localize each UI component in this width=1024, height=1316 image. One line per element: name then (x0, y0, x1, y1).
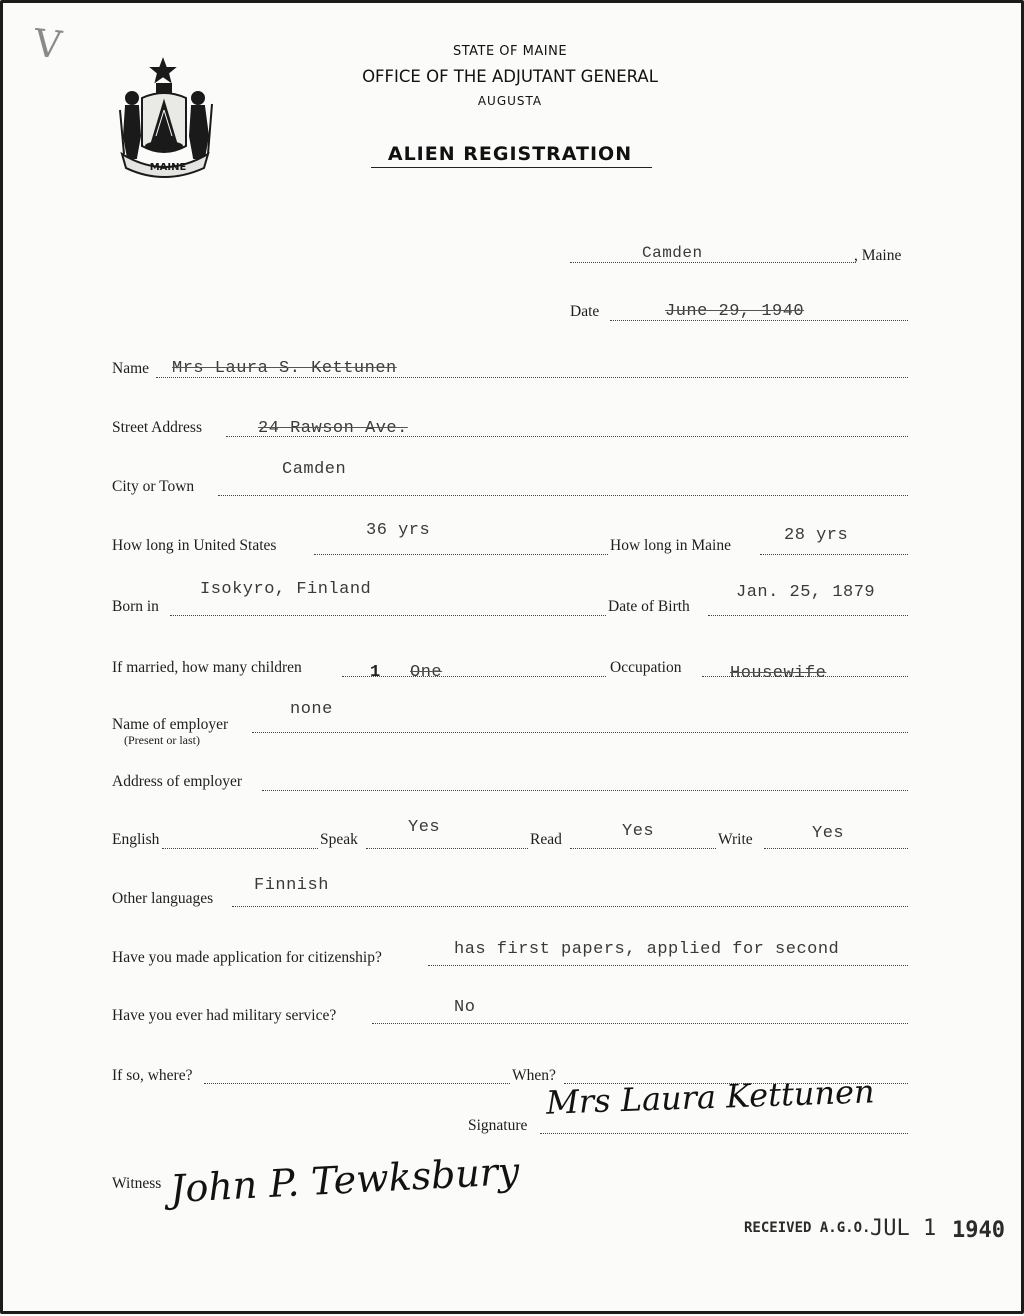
witness-label: Witness (112, 1175, 162, 1192)
other-languages-value: Finnish (254, 876, 329, 895)
header-office: OFFICE OF THE ADJUTANT GENERAL (362, 67, 658, 86)
citizenship-value: has first papers, applied for second (454, 940, 840, 959)
children-numeral: 1 (370, 663, 381, 682)
received-stamp-year: 1940 (952, 1218, 1005, 1243)
write-line (764, 848, 908, 849)
employer-address-line (262, 790, 908, 791)
place-suffix: , Maine (854, 247, 902, 264)
english-label: English (112, 831, 160, 848)
signature-line (540, 1133, 908, 1134)
city-line (218, 495, 908, 496)
how-long-us-line (314, 554, 608, 555)
received-stamp-date: JUL 1 (870, 1216, 937, 1241)
how-long-maine-line (760, 554, 908, 555)
employer-name-line (252, 732, 908, 733)
children-word: One (410, 663, 443, 682)
place-value: Camden (642, 244, 703, 262)
citizenship-label: Have you made application for citizenship? (112, 949, 382, 966)
children-label: If married, how many children (112, 659, 302, 676)
city-value: Camden (282, 460, 347, 479)
date-of-birth-value: Jan. 25, 1879 (736, 583, 876, 602)
received-stamp-text: RECEIVED A.G.O. (744, 1220, 871, 1236)
date-label: Date (570, 303, 600, 320)
children-line (342, 676, 606, 677)
date-value: June 29, 1940 (665, 302, 805, 321)
occupation-value: Housewife (730, 664, 827, 683)
date-of-birth-line (708, 615, 908, 616)
english-line (162, 848, 318, 849)
speak-line (366, 848, 528, 849)
born-in-line (170, 615, 606, 616)
signature-label: Signature (468, 1117, 528, 1134)
how-long-us-value: 36 yrs (366, 521, 431, 540)
write-value: Yes (812, 824, 845, 843)
other-languages-line (232, 906, 908, 907)
read-label: Read (530, 831, 562, 848)
when-label: When? (512, 1067, 556, 1084)
occupation-label: Occupation (610, 659, 682, 676)
witness-signature: John P. Tewksbury (169, 1148, 521, 1212)
if-so-where-line (204, 1083, 510, 1084)
date-of-birth-label: Date of Birth (608, 598, 690, 615)
write-label: Write (718, 831, 753, 848)
read-line (570, 848, 716, 849)
military-line (372, 1023, 908, 1024)
title-underline (371, 167, 652, 168)
speak-label: Speak (320, 831, 358, 848)
name-label: Name (112, 360, 150, 377)
if-so-where-label: If so, where? (112, 1067, 193, 1084)
speak-value: Yes (408, 818, 441, 837)
received-stamp (744, 1220, 870, 1236)
other-languages-label: Other languages (112, 890, 214, 907)
how-long-us-label: How long in United States (112, 537, 277, 554)
place-line (570, 262, 856, 263)
read-value: Yes (622, 822, 655, 841)
how-long-maine-value: 28 yrs (784, 526, 849, 545)
state-of-maine-seal-icon (112, 54, 224, 180)
form-title: ALIEN REGISTRATION (387, 143, 633, 165)
street-address-label: Street Address (112, 419, 202, 436)
header-city: AUGUSTA (477, 94, 543, 108)
employer-name-label: Name of employer (112, 716, 229, 733)
header-state: STATE OF MAINE (452, 44, 568, 59)
street-address-value: 24 Rawson Ave. (258, 419, 408, 438)
employer-name-value: none (290, 700, 333, 719)
how-long-maine-label: How long in Maine (610, 537, 731, 554)
military-label: Have you ever had military service? (112, 1007, 337, 1024)
citizenship-line (428, 965, 908, 966)
born-in-value: Isokyro, Finland (200, 580, 372, 599)
corner-check-mark: V (31, 20, 64, 68)
employer-address-label: Address of employer (112, 773, 242, 790)
born-in-label: Born in (112, 598, 159, 615)
signature-handwriting: Mrs Laura Kettunen (545, 1072, 876, 1122)
city-label: City or Town (112, 478, 195, 495)
seal-banner-text: MAINE (149, 162, 187, 173)
military-value: No (454, 998, 476, 1017)
name-value: Mrs Laura S. Kettunen (172, 359, 397, 378)
employer-name-sublabel: (Present or last) (124, 733, 200, 747)
